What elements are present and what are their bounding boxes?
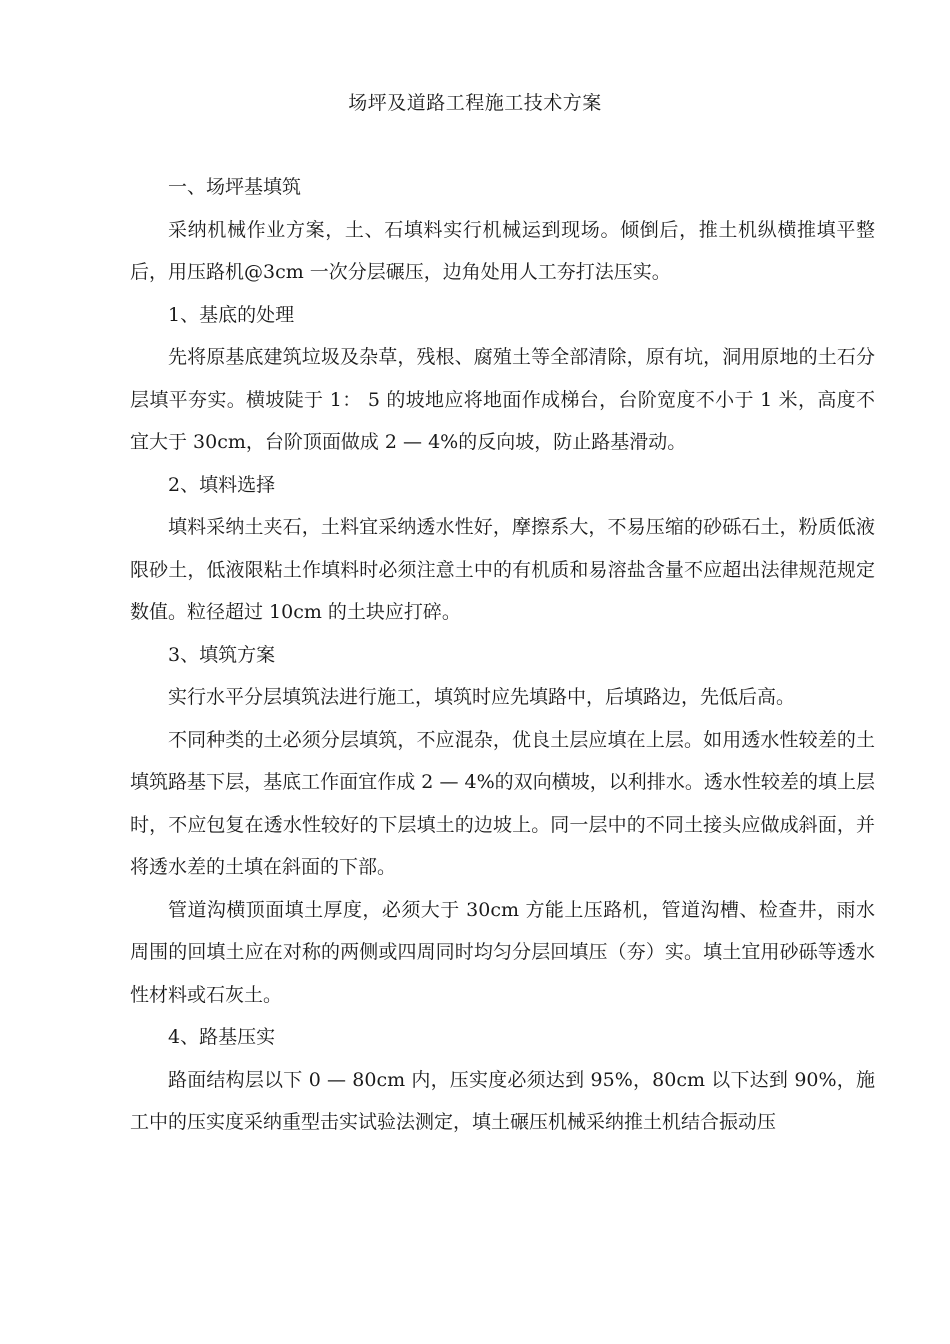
paragraph: 路面结构层以下 0 — 80cm 内，压实度必须达到 95%，80cm 以下达到 90%，施工中的压实度采纳重型击实试验法测定，填土碾压机械采纳推土机结合振动压 (130, 1068, 875, 1133)
paragraph: 实行水平分层填筑法进行施工，填筑时应先填路中，后填路边，先低后高。 (168, 686, 796, 708)
document-title: 场坪及道路工程施工技术方案 (348, 92, 602, 114)
subsection-heading: 1、基底的处理 (168, 303, 295, 326)
paragraph: 填料采纳土夹石，土料宜采纳透水性好，摩擦系大，不易压缩的砂砾石土，粉质低液限砂土，低液限粘土作填料时必须注意土中的有机质和易溶盐含量不应超出法律规范规定数值。粒径超过 10cm 的土块应打碎。 (130, 516, 875, 623)
document-body (130, 166, 875, 1144)
paragraph: 采纳机械作业方案，土、石填料实行机械运到现场。倾倒后，推土机纵横推填平整后，用压路机@3cm 一次分层碾压，边角处用人工夯打法压实。 (130, 218, 875, 283)
paragraph: 管道沟横顶面填土厚度，必须大于 30cm 方能上压路机，管道沟槽、检查井，雨水周围的回填土应在对称的两侧或四周同时均匀分层回填压（夯）实。填土宜用砂砾等透水性材料或石灰土。 (130, 898, 875, 1006)
paragraph: 不同种类的土必须分层填筑，不应混杂，优良土层应填在上层。如用透水性较差的土填筑路基下层，基底工作面宜作成 2 — 4%的双向横坡，以利排水。透水性较差的填上层时，不应包复在透水性较好的下层填土的边坡上。同一层中的不同土接头应做成斜面，并将透水差的土填在斜面的下部。 (130, 728, 875, 878)
subsection-heading: 2、填料选择 (168, 473, 276, 496)
paragraph: 先将原基底建筑垃圾及杂草，残根、腐殖土等全部清除，原有坑，洞用原地的土石分层填平夯实。横坡陡于 1： 5 的坡地应将地面作成梯台，台阶宽度不小于 1 米，高度不宜大于 30cm，台阶顶面做成 2 — 4%的反向坡，防止路基滑动。 (130, 346, 875, 453)
subsection-heading: 4、路基压实 (168, 1026, 276, 1048)
subsection-heading: 3、填筑方案 (168, 643, 276, 666)
section-heading: 一、场坪基填筑 (168, 176, 302, 198)
